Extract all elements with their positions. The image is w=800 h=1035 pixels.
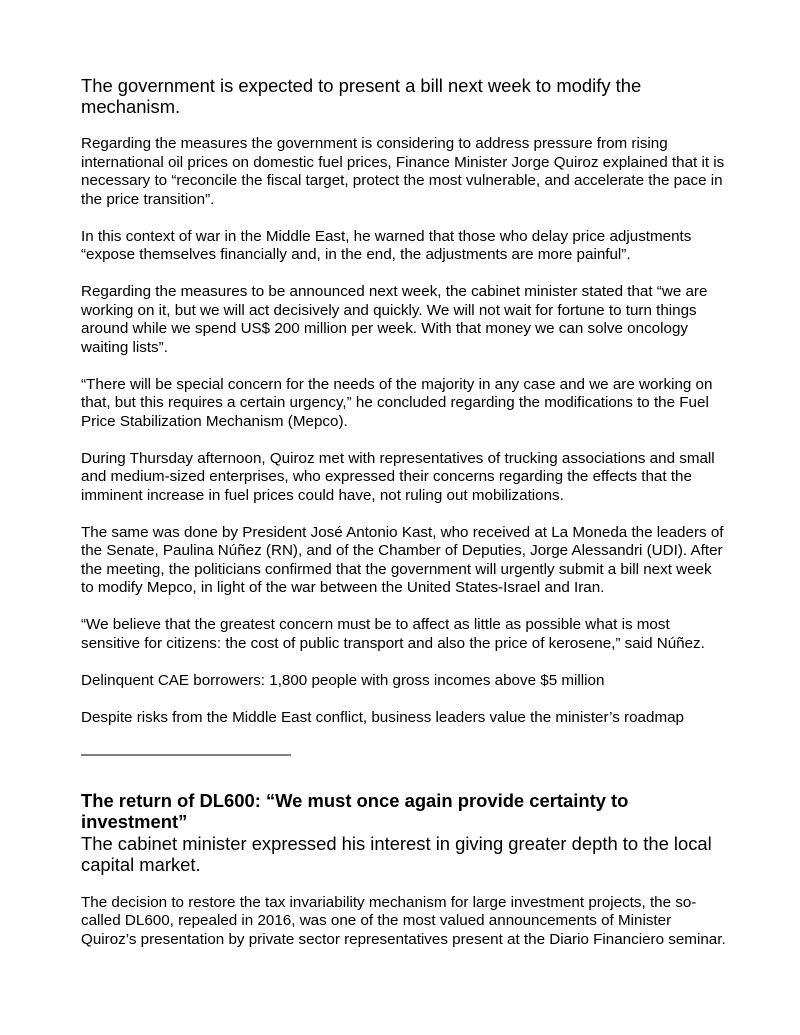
paragraph-nunez-quote: “We believe that the greatest concern must be to affect as little as possible what is most sensitive for citizens: the cost of public transport and also the price of kerosene,” said Núñez. xyxy=(81,616,705,652)
paragraph-middle-east-war: In this context of war in the Middle East, he warned that those who delay price adjustments “expose themselves financially and, in the end, the adjustments are more painful”. xyxy=(81,227,692,263)
paragraph-president-kast: The same was done by President José Antonio Kast, who received at La Moneda the leaders of the Senate, Paulina Núñez (RN), and of the Chamber of Deputies, Jorge Alessandri (UDI). After the meeting, the politicians confirmed that the government will urgently submit a bill next week to modify Mepco, in light of the war between the United States-Israel and Iran. xyxy=(81,523,724,596)
paragraph-fiscal-target: Regarding the measures the government is considering to address pressure from rising international oil prices on domestic fuel prices, Finance Minister Jorge Quiroz explained that it is necessary to “reconcile the fiscal target, protect the most vulnerable, and accelerate the pace in the price transition”. xyxy=(81,135,725,208)
paragraph-dl600: The decision to restore the tax invariability mechanism for large investment projects, the so-called DL600, repealed in 2016, was one of the most valued announcements of Minister Quiroz’s presentation by private sector representatives present at the Diario Financiero seminar. xyxy=(81,893,726,948)
section-heading-dl600: The return of DL600: “We must once again provide certainty to investment” xyxy=(81,789,629,832)
paragraph-special-concern: “There will be special concern for the needs of the majority in any case and we are working on that, but this requires a certain urgency,” he concluded regarding the modifications to the Fuel Price Stabilization Mechanism (Mepco). xyxy=(81,375,713,430)
related-link-cae-borrowers: Delinquent CAE borrowers: 1,800 people with gross incomes above $5 million xyxy=(81,671,605,689)
paragraph-measures-next-week: Regarding the measures to be announced next week, the cabinet minister stated that “we are working on it, but we will act decisively and quickly. We will not wait for fortune to turn things around while we spend US$ 200 million per week. With that money we can solve oncology waiting lists”. xyxy=(81,283,708,356)
paragraph-trucking-meeting: During Thursday afternoon, Quiroz met with representatives of trucking associations and small and medium-sized enterprises, who expressed their concerns regarding the effects that the imminent increase in fuel prices could have, not ruling out mobilizations. xyxy=(81,449,715,504)
article-subhead: The government is expected to present a bill next week to modify the mechanism. xyxy=(81,75,642,117)
section-divider: —————————————— xyxy=(81,745,291,763)
article xyxy=(81,75,726,968)
section-subhead-dl600: The cabinet minister expressed his interest in giving greater depth to the local capital market. xyxy=(81,832,712,875)
related-link-business-leaders: Despite risks from the Middle East conflict, business leaders value the minister’s roadmap xyxy=(81,708,684,726)
